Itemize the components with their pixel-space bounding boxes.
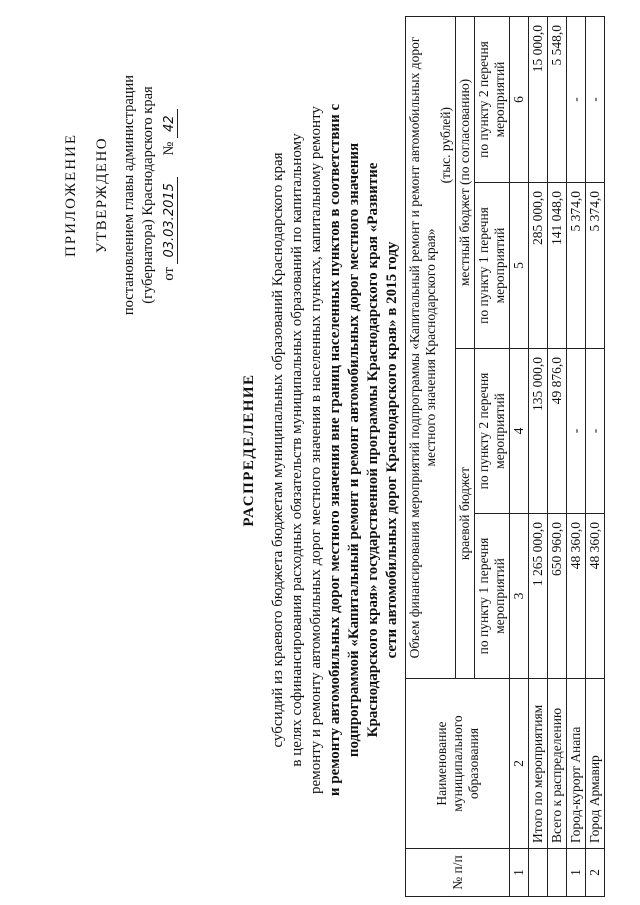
title-bold-line: сети автомобильных дорог Краснодарского края» в 2015 году [384,241,400,659]
title-heading: РАСПРЕДЕЛЕНИЕ [241,373,257,527]
column-number: 6 [510,16,529,182]
row-regional-p2: - [567,349,586,514]
approval-line-2: (губернатора) Краснодарского края [140,86,156,304]
column-number-row [510,16,529,896]
column-number: 1 [510,849,529,897]
row-local-p1: 141 048,0 [548,183,567,349]
row-local-p2: 15 000,0 [529,16,548,182]
handwritten-number: 42 [162,109,178,138]
row-num: 2 [586,849,605,897]
column-number: 5 [510,183,529,349]
appendix-label: ПРИЛОЖЕНИЕ [63,132,79,258]
row-regional-p2: - [586,349,605,514]
approval-line-1: постановлением главы администрации [121,74,137,316]
row-regional-p1: 48 360,0 [567,514,586,679]
row-local-p1: 5 374,0 [567,183,586,349]
approval-date-line [160,25,179,365]
row-regional-p1: 650 960,0 [548,514,567,679]
document-title [240,55,402,845]
title-bold-line: подпрограммой «Капитальный ремонт и ремонт автомобильных дорог местного значения [346,142,362,758]
approval-block [62,25,179,365]
row-name: Город Армавир [586,679,605,849]
number-prefix: № [161,141,177,156]
table-row [548,16,567,896]
row-name: Всего к распределению [548,679,567,849]
row-num [529,849,548,897]
distribution-table [405,16,605,897]
row-local-p1: 5 374,0 [586,183,605,349]
header-local-p2: по пункту 2 перечня мероприятий [475,16,510,182]
row-regional-p2: 135 000,0 [529,349,548,514]
title-line: субсидий из краевого бюджета бюджетам муниципальных образований Краснодарского края [270,152,286,748]
header-row-1 [406,16,456,896]
handwritten-date: 03.03.2015 [162,177,178,263]
row-local-p2: - [586,16,605,182]
table-row [529,16,548,896]
row-num: 1 [567,849,586,897]
header-regional-budget: краевой бюджет [456,349,475,679]
header-regional-p1: по пункту 1 перечня мероприятий [475,514,510,679]
date-prefix: от [161,267,177,281]
header-local-p1: по пункту 1 перечня мероприятий [475,183,510,349]
row-name: Город-курорт Анапа [567,679,586,849]
approved-label: УТВЕРЖДЕНО [94,136,110,254]
header-volume [406,16,456,678]
row-regional-p1: 48 360,0 [586,514,605,679]
title-line: ремонту и ремонту автомобильных дорог местного значения в населенных пунктах, капитальному ремонту [308,106,324,794]
row-num [548,849,567,897]
units-label: (тыс. рублей) [438,106,453,184]
column-number: 2 [510,679,529,849]
distribution-table-wrapper [405,17,605,897]
header-name: Наименование муниципального образования [406,679,510,849]
table-row [567,16,586,896]
row-name: Итого по мероприятиям [529,679,548,849]
table-row [586,16,605,896]
header-local-budget: местный бюджет (по согласованию) [456,16,475,348]
title-line: в целях софинансирования расходных обязательств муниципальных образований по капитальному [289,133,305,767]
header-volume-text: Объем финансирования мероприятий подпрограммы «Капитальный ремонт и ремонт автомобильных дорог местного значения Краснодарского края» [407,36,438,659]
row-regional-p1: 1 265 000,0 [529,514,548,679]
column-number: 4 [510,349,529,514]
header-regional-p2: по пункту 2 перечня мероприятий [475,349,510,514]
row-regional-p2: 49 876,0 [548,349,567,514]
title-bold-line: и ремонту автомобильных дорог местного значения вне границ населенных пунктов в соответствии с [327,103,343,797]
row-local-p2: 5 548,0 [548,16,567,182]
row-local-p1: 285 000,0 [529,183,548,349]
header-num: № п/п [406,849,510,897]
row-local-p2: - [567,16,586,182]
title-bold-line: Краснодарского края» государственной программы Краснодарского края «Развитие [365,162,381,738]
column-number: 3 [510,514,529,679]
